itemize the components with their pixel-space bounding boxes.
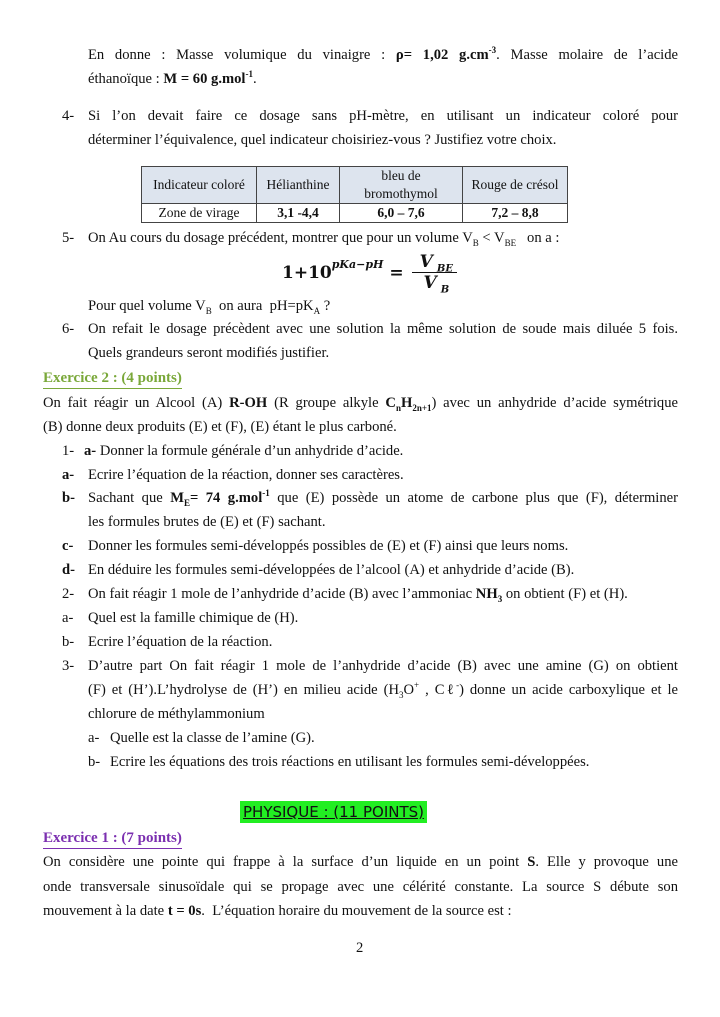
exercise-2-intro-1: [43, 393, 678, 413]
formula: NH: [475, 586, 498, 602]
indicator-table: [141, 166, 568, 223]
formula: [282, 252, 457, 296]
text: On fait réagir 1 mole de l’anhydride d’acide (B) avec l’ammoniac: [88, 586, 476, 602]
item-text: [88, 584, 628, 604]
sub: B: [440, 284, 450, 296]
item-letter: a-: [62, 610, 74, 626]
item: [84, 441, 403, 461]
item-text: [88, 488, 678, 508]
question-4-line-2: déterminer l’équivalence, quel indicateur choisiriez-vous ? Justifiez votre choix.: [88, 132, 557, 148]
text: ) donne un acide carboxylique et le: [459, 682, 679, 698]
formula: = 74 g.mol: [189, 490, 263, 506]
item-text: chlorure de méthylammonium: [88, 706, 265, 722]
sub: B: [472, 237, 479, 248]
exercise-2-intro-2: (B) donne deux produits (E) et (F), (E) étant le plus carboné.: [43, 419, 397, 435]
point-s: S: [527, 854, 536, 870]
item-text: Quelle est la classe de l’amine (G).: [110, 730, 315, 746]
exercise-2-title: Exercice 2 : (4 points): [43, 368, 182, 389]
exercise-1-line-1: [43, 852, 678, 872]
physique-heading: PHYSIQUE : (11 POINTS): [240, 801, 427, 823]
intro-line-1: [88, 45, 678, 65]
text: (F) et (H’).L’hydrolyse de (H’) en milieu acide (H: [88, 682, 399, 698]
table-row-label: Zone de virage: [142, 204, 257, 223]
equals: =: [389, 262, 404, 283]
question-number: 5-: [62, 230, 75, 246]
page-number: 2: [356, 940, 364, 956]
sup: -: [456, 680, 460, 691]
item-letter: c-: [62, 538, 74, 554]
formula: C: [385, 395, 396, 411]
exercise-1-line-2: onde transversale sinusoïdale qui se propage avec une célérité constante. La source S débute son: [43, 879, 678, 895]
time-value: t = 0s: [167, 903, 202, 919]
table-cell: 7,2 – 8,8: [491, 205, 539, 220]
item-text: Ecrire les équations des trois réactions en utilisant les formules semi-développées.: [110, 754, 590, 770]
text: (R groupe alkyle: [267, 395, 386, 411]
table-header: Hélianthine: [257, 167, 340, 204]
formula: R-OH: [229, 395, 268, 411]
intro-line-2: [88, 69, 257, 89]
text: Donner la formule générale d’un anhydride d’acide.: [99, 443, 404, 459]
question-number: 3-: [62, 658, 75, 674]
item-letter: b-: [88, 754, 101, 770]
item-letter: a-: [62, 467, 75, 483]
sup: +: [414, 680, 420, 691]
sub: 2n+1: [412, 402, 432, 413]
formula-exponent: pKa−pH: [331, 258, 384, 271]
sub: BE: [436, 263, 453, 275]
text: . Masse molaire de l’acide: [496, 47, 679, 63]
question-5-line-1: [88, 228, 559, 248]
question-6-line-1: On refait le dosage précèdent avec une solution la même solution de soude mais diluée 5 fois.: [88, 321, 678, 337]
item-letter: b-: [62, 634, 75, 650]
table-header: bleu de bromothymol: [340, 167, 463, 204]
exp: -1: [245, 69, 253, 80]
text: . Elle y provoque une: [535, 854, 678, 870]
text: on a :: [516, 230, 560, 246]
question-4-line-1: Si l’on devait faire ce dosage sans pH-mètre, en utilisant un indicateur coloré pour: [88, 108, 678, 124]
table-header: Rouge de crésol: [463, 167, 568, 204]
exercise-1-title: Exercice 1 : (7 points): [43, 828, 182, 849]
item-letter: a-: [84, 443, 97, 459]
item-text: [88, 680, 678, 700]
item-letter: b-: [62, 490, 75, 506]
numerator: V: [419, 252, 433, 272]
text: . L’équation horaire du mouvement de la source est :: [201, 903, 512, 919]
item-text: Ecrire l’équation de la réaction, donner ses caractères.: [88, 467, 404, 483]
text: .: [252, 71, 257, 87]
table-cell: 3,1 -4,4: [277, 205, 319, 220]
text: mouvement à la date: [43, 903, 168, 919]
sub: 3: [399, 689, 404, 700]
text: on obtient (F) et (H).: [502, 586, 628, 602]
sub: n: [395, 402, 401, 413]
text: On Au cours du dosage précédent, montrer que pour un volume V: [88, 230, 473, 246]
question-number: 4-: [62, 108, 75, 124]
question-number: 1-: [62, 443, 75, 459]
text: , Cℓ: [419, 682, 457, 698]
formula-left: 1+10: [282, 262, 332, 283]
item-text: les formules brutes de (E) et (F) sachant.: [88, 514, 326, 530]
sup: -1: [262, 488, 270, 499]
text: En donne : Masse volumique du vinaigre :: [88, 47, 396, 63]
text: Sachant que: [88, 490, 171, 506]
text: que (E) possède un atome de carbone plus que (F), déterminer: [269, 490, 678, 506]
item-text: Ecrire l’équation de la réaction.: [88, 634, 273, 650]
question-5-line-2: [88, 296, 330, 316]
text: < V: [478, 230, 505, 246]
sub: B: [205, 305, 212, 316]
molar-mass-value: M = 60 g.mol: [163, 71, 246, 87]
text: Pour quel volume V: [88, 298, 206, 314]
denominator: V: [423, 273, 437, 293]
text: On fait réagir un Alcool (A): [43, 395, 230, 411]
table-cell: 6,0 – 7,6: [377, 205, 425, 220]
text: ?: [320, 298, 331, 314]
text: éthanoïque :: [88, 71, 164, 87]
question-number: 6-: [62, 321, 75, 337]
table-header: Indicateur coloré: [142, 167, 257, 204]
sub: E: [183, 497, 190, 508]
item-letter: a-: [88, 730, 100, 746]
item-letter: d-: [62, 562, 75, 578]
sub: A: [313, 305, 321, 316]
question-number: 2-: [62, 586, 75, 602]
item-text: Donner les formules semi-développés possibles de (E) et (F) ainsi que leurs noms.: [88, 538, 569, 554]
question-6-line-2: Quels grandeurs seront modifiés justifier.: [88, 345, 330, 361]
item-text: Quel est la famille chimique de (H).: [88, 610, 299, 626]
item-text: D’autre part On fait réagir 1 mole de l’anhydride d’acide (B) avec une amine (G) on obtient: [88, 658, 678, 674]
formula: H: [400, 395, 413, 411]
item-text: En déduire les formules semi-développées de l’alcool (A) et anhydride d’acide (B).: [88, 562, 575, 578]
density-value: ρ= 1,02 g.cm: [395, 47, 489, 63]
text: O: [403, 682, 415, 698]
sub: BE: [504, 237, 517, 248]
exercise-1-line-3: [43, 901, 512, 921]
text: on aura pH=pK: [211, 298, 314, 314]
sub: 3: [497, 593, 503, 604]
exp: -3: [488, 45, 497, 56]
text: ) avec un anhydride d’acide symétrique: [431, 395, 679, 411]
text: On considère une pointe qui frappe à la surface d’un liquide en un point: [43, 854, 528, 870]
formula: M: [170, 490, 184, 506]
